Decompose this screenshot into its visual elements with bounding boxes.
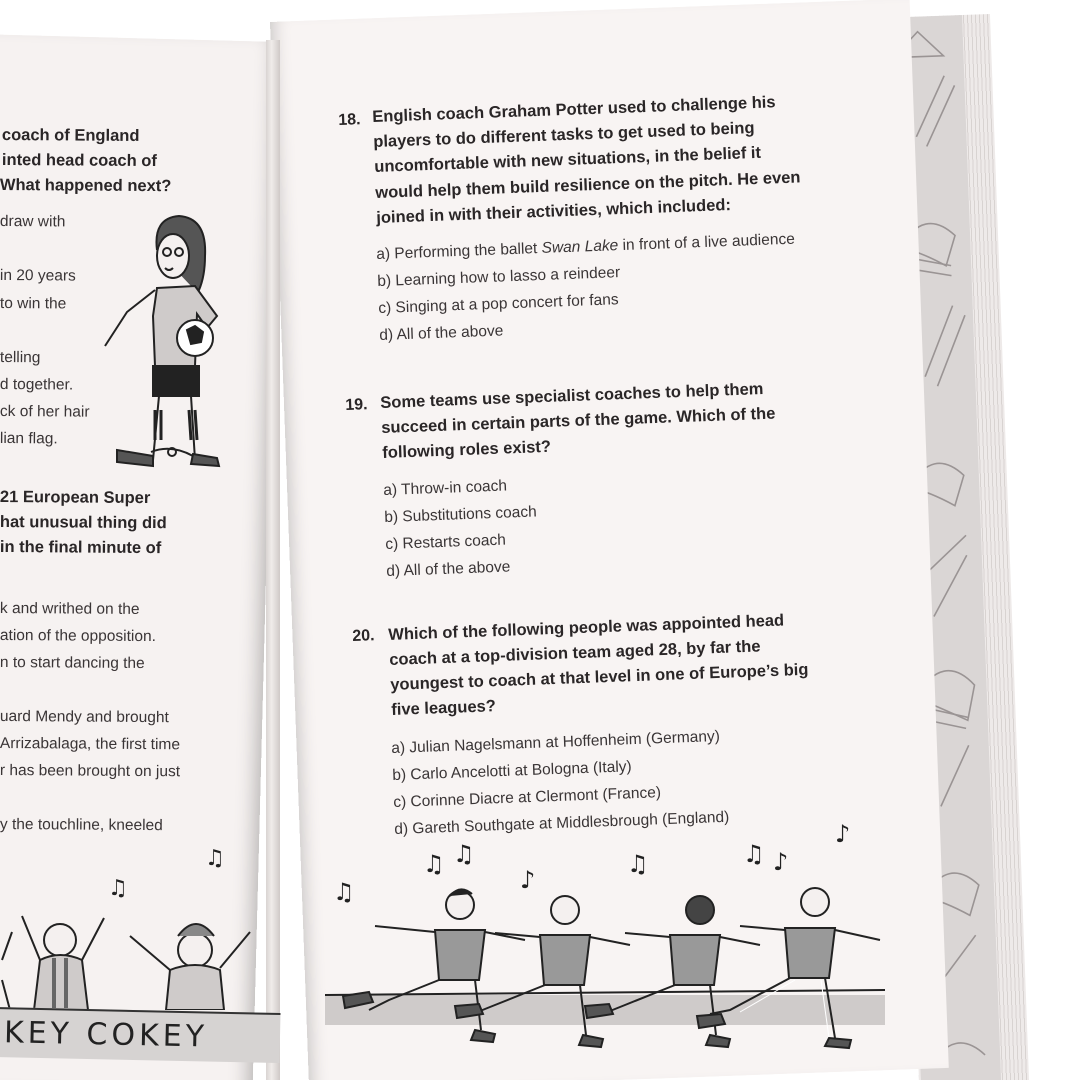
question-text-line: Which of the following people was appointed head bbox=[388, 611, 785, 644]
question-number: 19. bbox=[345, 396, 368, 414]
banner-text: KEY COKEY bbox=[3, 1015, 209, 1055]
left-text-line: r has been brought on just bbox=[0, 762, 181, 781]
left-text-line: What happened next? bbox=[0, 176, 172, 196]
left-text-line: n to start dancing the bbox=[0, 654, 145, 673]
coach-girl-illustration bbox=[95, 210, 225, 470]
music-note-icon: ♫ bbox=[333, 878, 355, 906]
music-note-icon: ♫ bbox=[423, 850, 445, 878]
music-note-icon: ♪ bbox=[835, 820, 851, 848]
answer-option: a) Performing the ballet Swan Lake in front of a live audience bbox=[376, 230, 796, 263]
left-text-line: k and writhed on the bbox=[0, 600, 140, 618]
left-text-line: inted head coach of bbox=[1, 151, 157, 171]
answer-option: d) All of the above bbox=[386, 558, 511, 580]
answer-option: a) Julian Nagelsmann at Hoffenheim (Germany) bbox=[391, 727, 721, 757]
question-text-line: coach at a top-division team aged 28, by far the bbox=[389, 637, 761, 669]
dancing-players-illustration bbox=[325, 820, 885, 1075]
question-text-line: five leagues? bbox=[391, 697, 497, 719]
music-note-icon: ♪ bbox=[773, 848, 789, 876]
music-note-icon: ♪ bbox=[520, 866, 536, 894]
answer-option: b) Substitutions coach bbox=[384, 503, 538, 526]
left-text-line: in 20 years bbox=[0, 267, 76, 285]
answer-option: d) All of the above bbox=[379, 322, 504, 344]
left-text-line: 21 European Super bbox=[0, 488, 151, 508]
left-text-line: uard Mendy and brought bbox=[0, 708, 169, 727]
answer-option: d) Gareth Southgate at Middlesbrough (England) bbox=[394, 808, 730, 838]
left-text-line: d together. bbox=[0, 376, 74, 394]
svg-text:♫: ♫ bbox=[108, 876, 128, 901]
answer-option: c) Corinne Diacre at Clermont (France) bbox=[393, 784, 662, 811]
answer-option: b) Carlo Ancelotti at Bologna (Italy) bbox=[392, 758, 632, 784]
left-text-line: telling bbox=[0, 349, 41, 367]
question-text-line: would help them build resilience on the pitch. He even bbox=[375, 168, 801, 202]
music-note-icon: ♫ bbox=[743, 840, 765, 868]
question-text-line: Some teams use specialist coaches to help them bbox=[380, 379, 764, 412]
music-note-icon: ♫ bbox=[453, 840, 475, 868]
music-note-icon: ♫ bbox=[627, 850, 649, 878]
left-text-line: draw with bbox=[0, 213, 66, 231]
left-text-line: ation of the opposition. bbox=[0, 627, 156, 646]
svg-text:♫: ♫ bbox=[205, 846, 225, 871]
left-text-line: hat unusual thing did bbox=[0, 513, 167, 533]
question-text-line: uncomfortable with new situations, in the belief it bbox=[374, 143, 762, 176]
question-number: 20. bbox=[352, 627, 375, 645]
answer-option: b) Learning how to lasso a reindeer bbox=[377, 264, 621, 290]
left-text-line: y the touchline, kneeled bbox=[0, 816, 163, 835]
question-text-line: English coach Graham Potter used to challenge his bbox=[372, 93, 776, 126]
left-text-line: lian flag. bbox=[0, 430, 58, 448]
question-text-line: following roles exist? bbox=[382, 437, 552, 462]
left-text-line: in the final minute of bbox=[0, 538, 162, 558]
question-text-line: players to do different tasks to get used to being bbox=[373, 119, 755, 151]
answer-option: c) Singing at a pop concert for fans bbox=[378, 291, 619, 317]
hokey-cokey-banner bbox=[0, 1007, 280, 1063]
question-text-line: youngest to coach at that level in one of Europe’s big bbox=[390, 660, 809, 694]
crowd-cheering-illustration bbox=[0, 840, 270, 1010]
left-text-line: ck of her hair bbox=[0, 403, 90, 421]
left-text-line: Arrizabalaga, the first time bbox=[0, 735, 181, 754]
answer-option: a) Throw-in coach bbox=[383, 477, 508, 499]
left-text-line: to win the bbox=[0, 295, 67, 313]
question-number: 18. bbox=[338, 111, 361, 129]
question-text-line: succeed in certain parts of the game. Which of the bbox=[381, 404, 776, 437]
left-text-line: coach of England bbox=[1, 126, 140, 145]
answer-option: c) Restarts coach bbox=[385, 531, 507, 553]
question-text-line: joined in with their activities, which included: bbox=[376, 195, 732, 227]
